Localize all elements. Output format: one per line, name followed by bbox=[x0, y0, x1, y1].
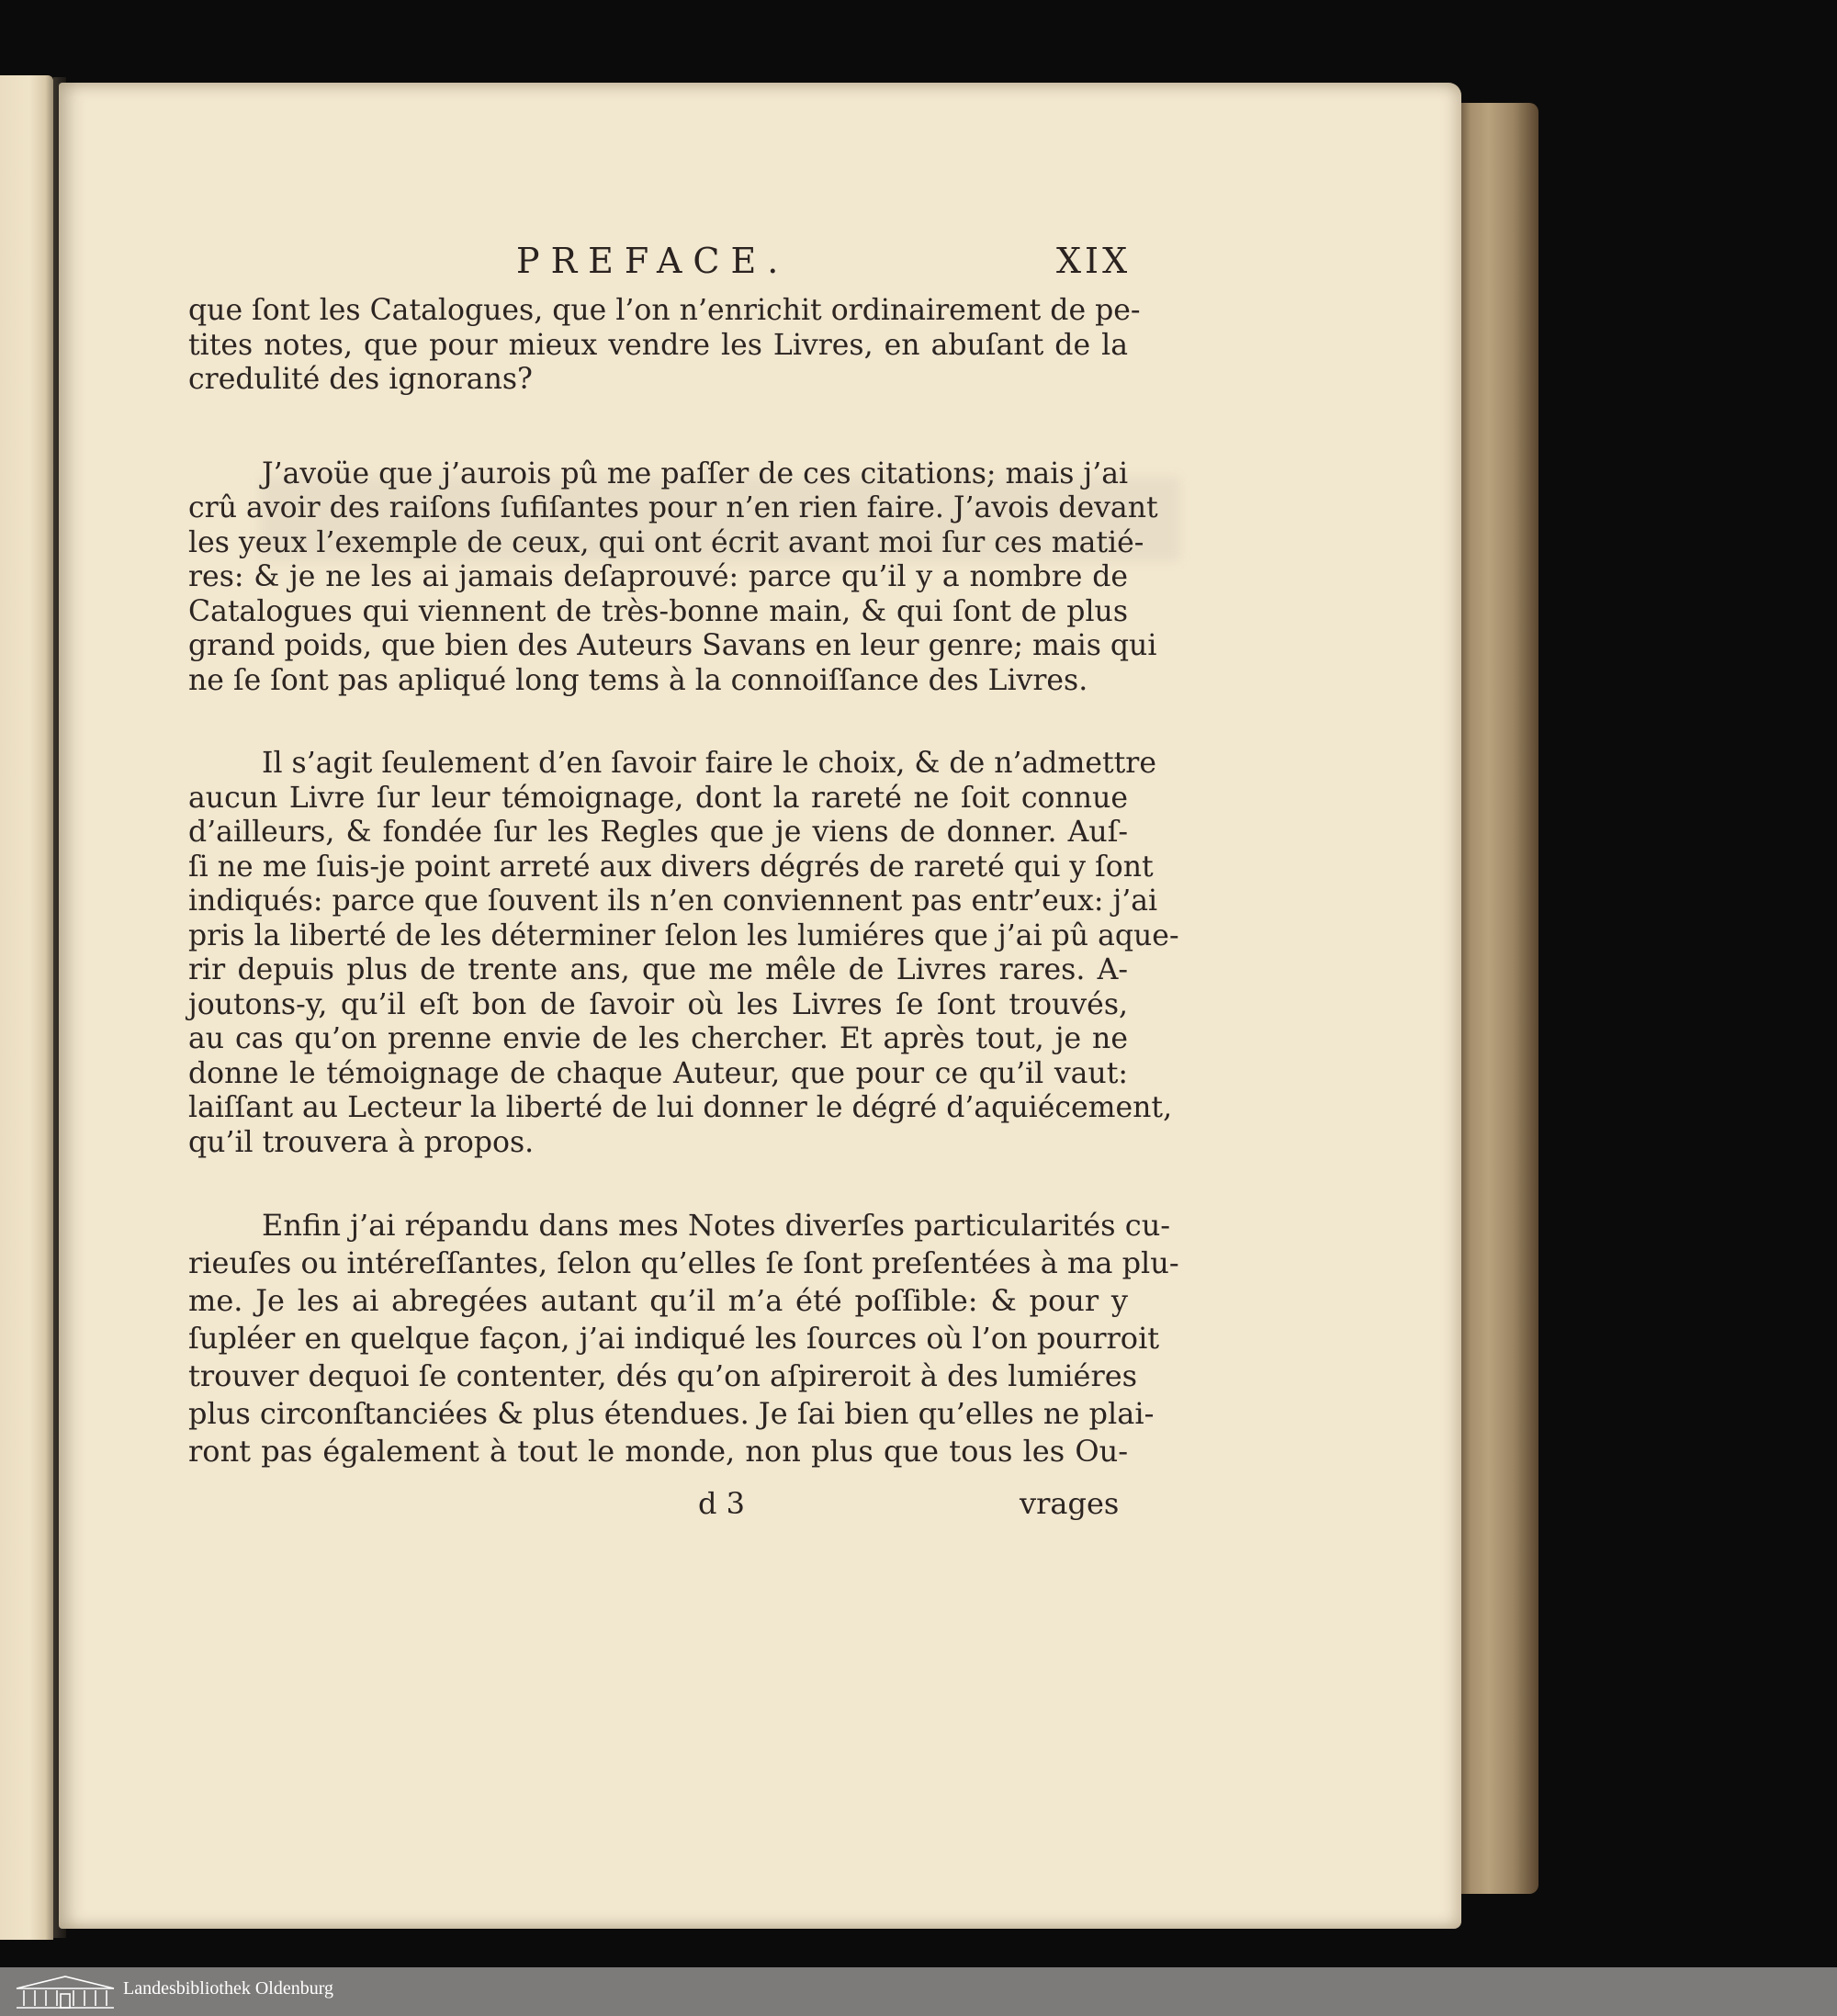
page-footer bbox=[0, 1486, 1837, 1526]
text-line: crû avoir des raiſons ſufiſantes pour n’en rien faire. J’avois devant bbox=[188, 491, 1158, 524]
text-line: les yeux l’exemple de ceux, qui ont écrit avant moi ſur ces matié- bbox=[188, 525, 1144, 559]
text-line: qu’il trouvera à propos. bbox=[188, 1125, 535, 1159]
text-line: credulité des ignorans? bbox=[188, 363, 533, 396]
book-cover-spine bbox=[1456, 103, 1538, 1894]
text-line: indiqués: parce que ſouvent ils n’en conviennent pas entr’eux: j’ai bbox=[188, 884, 1158, 918]
text-line: J’avoüe que j’aurois pû me paſſer de ces citations; mais j’ai bbox=[262, 456, 1129, 490]
previous-page-edge bbox=[0, 75, 53, 1940]
text-line: plus circonſtanciées & plus étendues. Je ſai bien qu’elles ne plai- bbox=[188, 1396, 1155, 1431]
text-line: au cas qu’on prenne envie de les chercher. Et après tout, je ne bbox=[188, 1022, 1128, 1055]
text-line: ne ſe ſont pas apliqué long tems à la connoiſſance des Livres. bbox=[188, 663, 1088, 697]
signature-mark: d 3 bbox=[698, 1486, 746, 1521]
running-head bbox=[0, 241, 1837, 287]
text-line: grand poids, que bien des Auteurs Savans en leur genre; mais qui bbox=[188, 629, 1157, 662]
page-number: XIX bbox=[1056, 241, 1132, 281]
body-text bbox=[188, 294, 1179, 1470]
text-line: donne le témoignage de chaque Auteur, que pour ce qu’il vaut: bbox=[188, 1056, 1128, 1090]
text-line: Catalogues qui viennent de très-bonne main, & qui ſont de plus bbox=[188, 594, 1128, 628]
paragraph-1 bbox=[188, 294, 1141, 398]
text-line: Enfin j’ai répandu dans mes Notes diverſes particularités cu- bbox=[262, 1208, 1171, 1243]
text-line: ront pas également à tout le monde, non plus que tous les Ou- bbox=[188, 1434, 1128, 1469]
text-line: que ſont les Catalogues, que l’on n’enrichit ordinairement de pe- bbox=[188, 294, 1141, 327]
text-line: d’ailleurs, & fondée ſur les Regles que je viens de donner. Auſ- bbox=[188, 816, 1128, 849]
library-bar bbox=[0, 1967, 1837, 2016]
paragraph-4 bbox=[188, 1207, 1179, 1470]
text-line: ſupléer en quelque façon, j’ai indiqué les ſources où l’on pourroit bbox=[188, 1321, 1160, 1356]
text-line: ſi ne me ſuis-je point arreté aux divers dégrés de rareté qui y ſont bbox=[188, 850, 1154, 884]
text-line: laiſſant au Lecteur la liberté de lui donner le dégré d’aquiécement, bbox=[188, 1091, 1173, 1124]
text-line: me. Je les ai abregées autant qu’il m’a été poſſible: & pour y bbox=[188, 1283, 1128, 1318]
catchword: vrages bbox=[1020, 1486, 1120, 1521]
text-line: joutons-y, qu’il eſt bon de ſavoir où les Livres ſe ſont trouvés, bbox=[188, 987, 1128, 1021]
text-line: Il s’agit ſeulement d’en ſavoir faire le choix, & de n’admettre bbox=[262, 747, 1156, 780]
text-line: trouver dequoi ſe contenter, dés qu’on aſpireroit à des lumiéres bbox=[188, 1358, 1138, 1393]
running-head-title: PREFACE. bbox=[516, 241, 790, 281]
text-line: rieuſes ou intéreſſantes, ſelon qu’elles ſe ſont preſentées à ma plu- bbox=[188, 1245, 1179, 1280]
text-line: aucun Livre ſur leur témoignage, dont la rareté ne ſoit connue bbox=[188, 781, 1128, 815]
text-line: tites notes, que pour mieux vendre les Livres, en abuſant de la bbox=[188, 328, 1128, 362]
paragraph-2 bbox=[188, 456, 1158, 699]
text-line: res: & je ne les ai jamais deſaprouvé: parce qu’il y a nombre de bbox=[188, 560, 1128, 593]
text-line: pris la liberté de les déterminer ſelon les lumiéres que j’ai pû aque- bbox=[188, 918, 1179, 952]
text-line: rir depuis plus de trente ans, que me mêle de Livres rares. A- bbox=[188, 953, 1128, 986]
paragraph-3 bbox=[188, 747, 1179, 1160]
library-building-icon bbox=[13, 1974, 118, 2010]
library-name: Landesbibliothek Oldenburg bbox=[123, 1978, 334, 1999]
